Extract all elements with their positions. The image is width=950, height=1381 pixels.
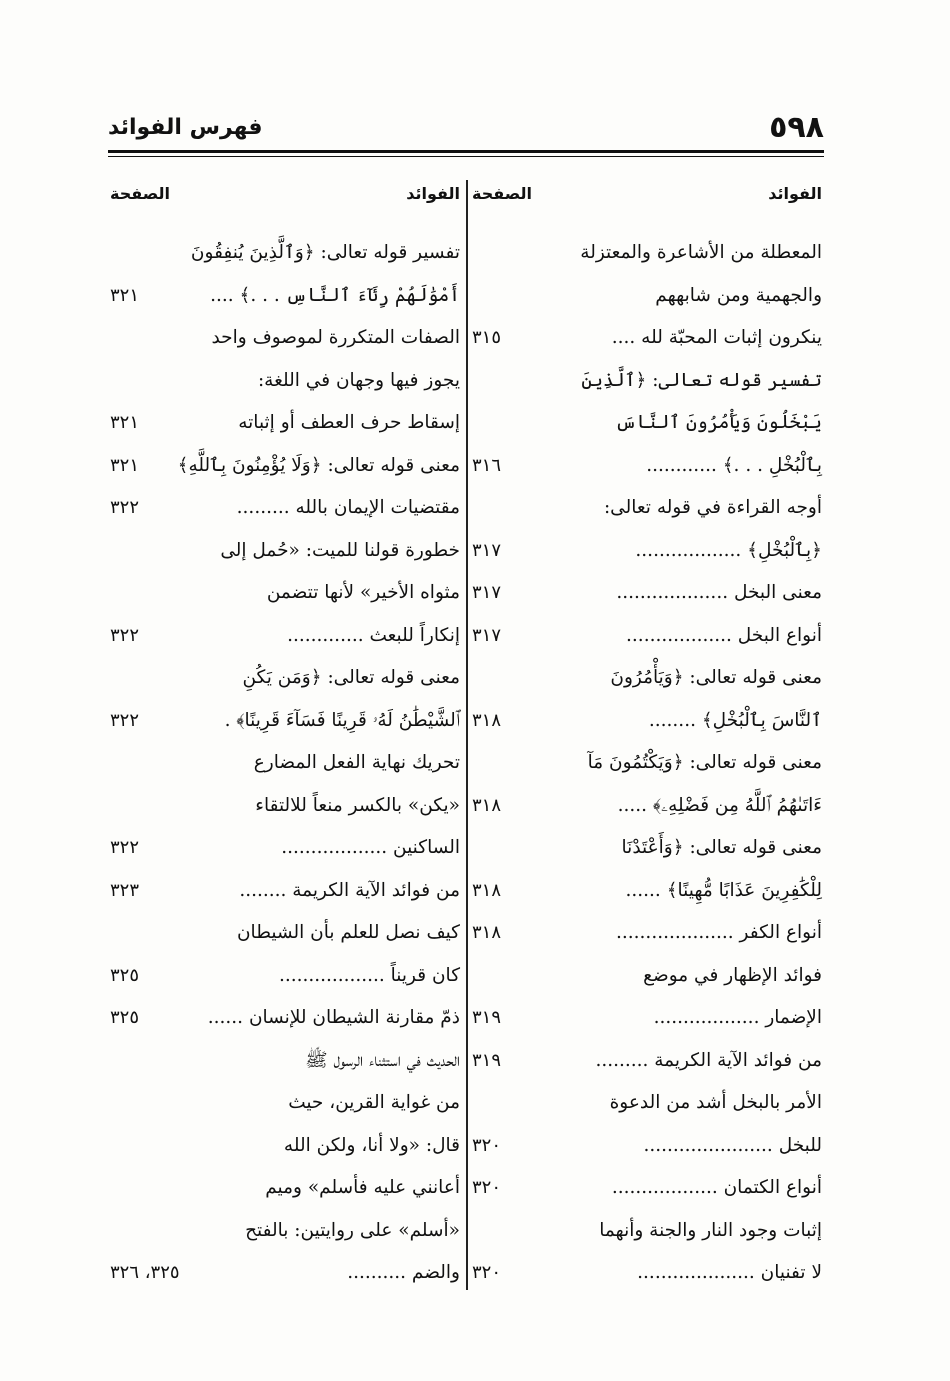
entry-page-number: ٣٢٥ xyxy=(110,1007,140,1028)
entry-page-number: ٣١٩ xyxy=(472,1007,502,1028)
entry-page-number: ٣٢٠ xyxy=(472,1262,502,1283)
entry-page-number: ٣١٨ xyxy=(472,879,502,901)
entry-text: الساكنين .................. xyxy=(281,837,460,858)
entry-text: من غواية القرين، حيث xyxy=(288,1092,460,1113)
index-entry xyxy=(472,572,824,615)
entry-text: من فوائد الآية الكريمة ......... xyxy=(595,1049,822,1071)
index-entry xyxy=(472,1210,824,1253)
entry-text: معنى قوله تعالى: ﴿وَمَن يَكُنِ xyxy=(242,667,460,688)
entry-page-number: ٣١٧ xyxy=(472,539,502,561)
entry-page-number: ٣١٧ xyxy=(472,582,502,603)
entry-text: معنى قوله تعالى: ﴿وَأَعْتَدْنَا xyxy=(621,837,822,858)
entry-page-number: ٣١٨ xyxy=(472,709,502,731)
entry-page-number: ٣٢١ xyxy=(110,454,140,476)
entry-text: الصفات المتكررة لموصوف واحد xyxy=(211,327,460,348)
index-entry xyxy=(110,402,462,445)
index-entry xyxy=(110,827,462,870)
index-entry xyxy=(110,912,462,955)
index-entry xyxy=(110,1210,462,1253)
index-entry xyxy=(472,402,824,445)
entry-text: معنى قوله تعالى: ﴿وَيَكْتُمُونَ مَآ xyxy=(587,752,822,773)
entry-text: الحديث في استثناء الرسول ﷺ xyxy=(305,1049,460,1071)
index-entry xyxy=(472,657,824,700)
index-entry xyxy=(472,1252,824,1295)
entry-text: تحريك نهاية الفعل المضارع xyxy=(253,752,460,773)
index-entry xyxy=(110,572,462,615)
entry-text: أنواع الكفر .................... xyxy=(616,922,822,943)
index-entry xyxy=(472,317,824,360)
entry-text: كيف نصل للعلم بأن الشيطان xyxy=(236,922,460,943)
index-entry xyxy=(110,742,462,785)
index-entry xyxy=(110,785,462,828)
index-entry xyxy=(472,232,824,275)
entry-text: أَمْوَٰلَهُمْ رِئَآءَ ٱلنَّاسِ . . .﴾ .... xyxy=(210,284,460,306)
index-entry xyxy=(110,232,462,275)
header-rule-thin xyxy=(108,156,824,157)
entry-text: يَبْخَلُونَ وَيَأْمُرُونَ ٱلنَّاسَ xyxy=(615,412,822,433)
index-entry xyxy=(110,1167,462,1210)
index-entry xyxy=(110,1252,462,1295)
entry-text: والضم .......... xyxy=(347,1262,460,1283)
index-entry xyxy=(472,487,824,530)
entry-page-number: ٣٢٥، ٣٢٦ xyxy=(110,1262,180,1283)
column-header xyxy=(472,172,824,218)
entry-text: فوائد الإظهار في موضع xyxy=(643,964,822,986)
entry-text: معنى قوله تعالى: ﴿وَلَا يُؤْمِنُونَ بِٱللَّهِ﴾ xyxy=(177,454,460,476)
entry-text: أعانني عليه فأسلم» وميم xyxy=(265,1177,460,1198)
entry-text: من فوائد الآية الكريمة ........ xyxy=(239,879,460,901)
index-entry xyxy=(110,997,462,1040)
index-entry xyxy=(110,657,462,700)
entry-text: تفسير قوله تعالى: ﴿ٱلَّذِينَ xyxy=(581,369,822,391)
entry-text: أنواع الكتمان .................. xyxy=(611,1177,822,1198)
entry-text: مقتضيات الإيمان بالله ......... xyxy=(236,497,460,518)
index-entry xyxy=(472,912,824,955)
topics-heading: الفوائد xyxy=(768,184,822,203)
right-column xyxy=(472,172,824,1302)
index-entry xyxy=(110,1125,462,1168)
topics-heading: الفوائد xyxy=(406,184,460,203)
index-entry xyxy=(110,360,462,403)
page-heading: الصفحة xyxy=(110,184,171,203)
entry-page-number: ٣٢١ xyxy=(110,412,140,433)
index-entry xyxy=(472,870,824,913)
entry-text: والجهمية ومن شابههم xyxy=(655,284,822,306)
entry-text: تفسير قوله تعالى: ﴿وَٱلَّذِينَ يُنفِقُونَ xyxy=(190,242,460,263)
entry-page-number: ٣٢٣ xyxy=(110,879,140,901)
entry-page-number: ٣١٨ xyxy=(472,794,502,816)
entry-text: كان قريناً .................. xyxy=(278,964,460,986)
entry-text: يجوز فيها وجهان في اللغة: xyxy=(257,369,460,391)
entry-text: أوجه القراءة في قوله تعالى: xyxy=(603,497,822,518)
index-entry xyxy=(110,615,462,658)
left-entries xyxy=(110,232,462,1295)
index-entry xyxy=(472,360,824,403)
page-heading: الصفحة xyxy=(472,184,533,203)
entry-page-number: ٣٢٢ xyxy=(110,837,140,858)
left-column xyxy=(110,172,462,1302)
index-entry xyxy=(472,700,824,743)
index-entry xyxy=(472,275,824,318)
entry-page-number: ٣٢٥ xyxy=(110,964,140,986)
entry-text: «أسلم» على روايتين: بالفتح xyxy=(245,1219,460,1241)
entry-page-number: ٣١٧ xyxy=(472,624,502,646)
index-entry xyxy=(110,445,462,488)
index-entry xyxy=(472,615,824,658)
index-entry xyxy=(472,1082,824,1125)
index-entry xyxy=(472,445,824,488)
entry-text: لِلْكَٰفِرِينَ عَذَابًا مُّهِينًا﴾ ...... xyxy=(625,879,822,901)
entry-text: ينكرون إثبات المحبّة لله .... xyxy=(611,327,822,348)
entry-page-number: ٣٢٢ xyxy=(110,709,140,731)
index-entry xyxy=(110,487,462,530)
entry-text: لا تفنيان .................... xyxy=(637,1262,822,1283)
index-entry xyxy=(110,317,462,360)
entry-page-number: ٣٢٠ xyxy=(472,1134,502,1156)
index-entry xyxy=(472,1125,824,1168)
index-entry xyxy=(472,530,824,573)
entry-text: إسقاط حرف العطف أو إثباته xyxy=(238,412,460,433)
entry-text: قال: «ولا أنا، ولكن الله xyxy=(283,1134,460,1156)
index-entry xyxy=(472,955,824,998)
running-title: فهرس الفوائد xyxy=(108,115,263,140)
index-entry xyxy=(110,1040,462,1083)
entry-text: معنى البخل ................... xyxy=(616,582,822,603)
index-entry xyxy=(110,1082,462,1125)
entry-text: «يكن» بالكسر منعاً للالتقاء xyxy=(255,794,460,816)
entry-text: ٱلشَّيْطَٰنُ لَهُۥ قَرِينًا فَسَآءَ قَرِينًا﴾ . xyxy=(224,709,460,731)
entry-page-number: ٣١٨ xyxy=(472,922,502,943)
entry-page-number: ٣١٦ xyxy=(472,454,502,476)
entry-text: ﴿بِٱلْبُخْلِ﴾ .................. xyxy=(635,539,822,561)
header-rule-thick xyxy=(108,150,824,153)
entry-text: معنى قوله تعالى: ﴿وَيَأْمُرُونَ xyxy=(610,667,822,688)
entry-text: الأمر بالبخل أشد من الدعوة xyxy=(609,1092,822,1113)
entry-text: للبخل ...................... xyxy=(643,1134,822,1156)
entry-page-number: ٣٢٠ xyxy=(472,1177,502,1198)
entry-page-number: ٣١٩ xyxy=(472,1049,502,1071)
index-entry xyxy=(472,742,824,785)
right-entries xyxy=(472,232,824,1295)
entry-text: ءَاتَىٰهُمُ ٱللَّهُ مِن فَضْلِهِۦ﴾ ..... xyxy=(617,794,822,816)
index-entry xyxy=(472,997,824,1040)
index-entry xyxy=(110,275,462,318)
entry-text: إنكاراً للبعث ............. xyxy=(287,624,460,646)
index-entry xyxy=(110,870,462,913)
entry-text: ذمّ مقارنة الشيطان للإنسان ...... xyxy=(207,1007,460,1028)
entry-page-number: ٣٢٢ xyxy=(110,624,140,646)
entry-text: أنواع البخل .................. xyxy=(626,624,822,646)
column-divider xyxy=(466,180,468,1290)
entry-text: المعطلة من الأشاعرة والمعتزلة xyxy=(580,242,822,263)
index-entry xyxy=(472,1040,824,1083)
index-entry xyxy=(472,827,824,870)
entry-page-number: ٣١٥ xyxy=(472,327,502,348)
entry-text: إثبات وجود النار والجنة وأنهما xyxy=(599,1219,822,1241)
running-header xyxy=(108,108,824,148)
index-entry xyxy=(472,1167,824,1210)
entry-text: الإضمار .................. xyxy=(653,1007,822,1028)
entry-page-number: ٣٢١ xyxy=(110,284,140,306)
entry-text: بِٱلْبُخْلِ . . .﴾ ............ xyxy=(646,454,822,476)
index-entry xyxy=(110,700,462,743)
entry-text: مثواه الأخير» لأنها تتضمن xyxy=(266,582,460,603)
index-entry xyxy=(110,530,462,573)
entry-text: خطورة قولنا للميت: «حُمل إلى xyxy=(220,539,460,561)
column-header xyxy=(110,172,462,218)
entry-text: ٱلنَّاسَ بِٱلْبُخْلِ﴾ ........ xyxy=(648,709,822,731)
index-entry xyxy=(110,955,462,998)
index-entry xyxy=(472,785,824,828)
page-number: ٥٩٨ xyxy=(769,110,824,145)
entry-page-number: ٣٢٢ xyxy=(110,497,140,518)
